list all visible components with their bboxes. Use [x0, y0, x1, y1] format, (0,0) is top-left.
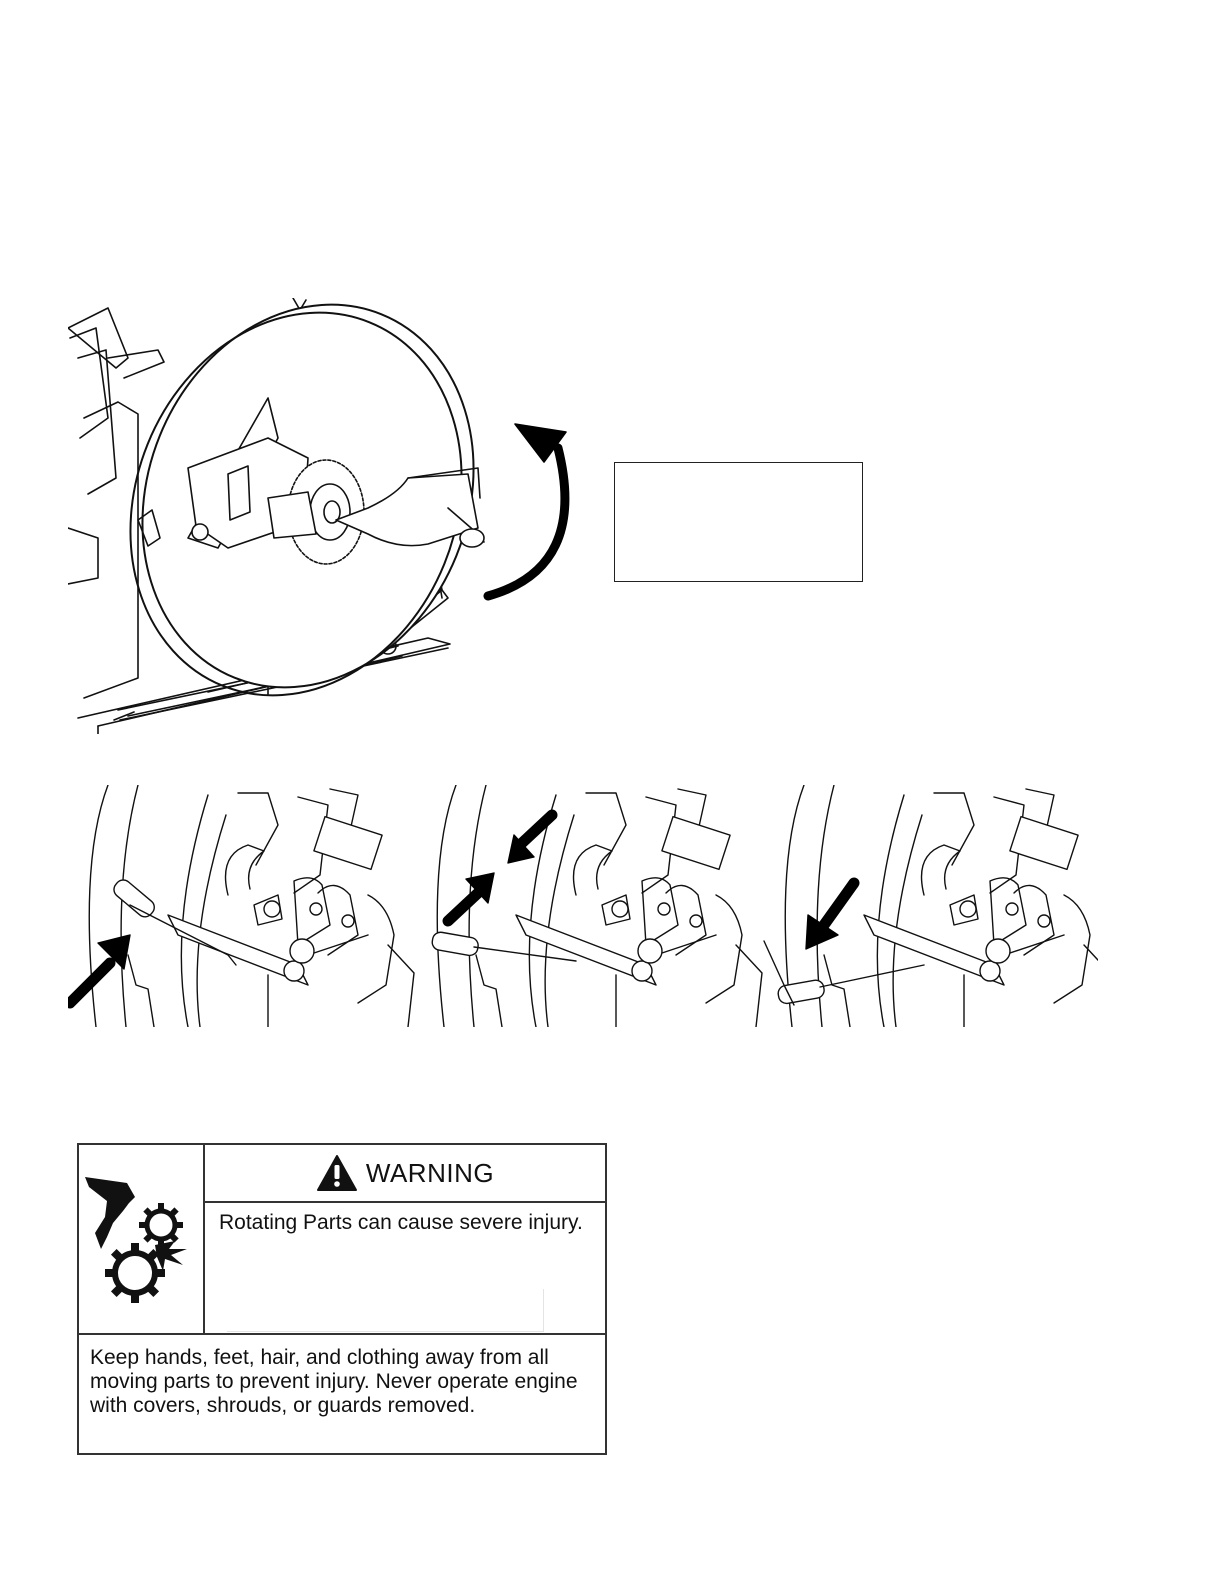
callout-box — [614, 462, 863, 582]
lever-panel-2 — [431, 785, 762, 1027]
lever-panel-1 — [70, 785, 414, 1027]
lever-panel-3 — [764, 785, 1098, 1027]
warning-title: WARNING — [365, 1157, 495, 1188]
rotation-arrow-icon — [488, 424, 566, 596]
safety-instruction: Keep hands, feet, hair, and clothing away from all moving parts to prevent injury. Never operate engine with covers, shrouds, or guards removed. — [90, 1346, 578, 1417]
lever-sequence-illustration — [68, 785, 1098, 1027]
direction-arrow-icon — [448, 815, 552, 921]
warning-divider — [79, 1333, 605, 1335]
hazard-statement: Rotating Parts can cause severe injury. — [219, 1211, 583, 1234]
direction-arrow-icon — [70, 935, 130, 1003]
rotating-gears-hand-hazard-icon — [79, 1145, 201, 1331]
alert-triangle-icon — [316, 1154, 358, 1192]
hazard-spacer — [227, 1289, 544, 1332]
warning-icon-cell — [79, 1145, 205, 1335]
warning-header — [205, 1145, 605, 1203]
direction-arrow-icon — [806, 883, 854, 949]
warning-label — [77, 1143, 607, 1455]
